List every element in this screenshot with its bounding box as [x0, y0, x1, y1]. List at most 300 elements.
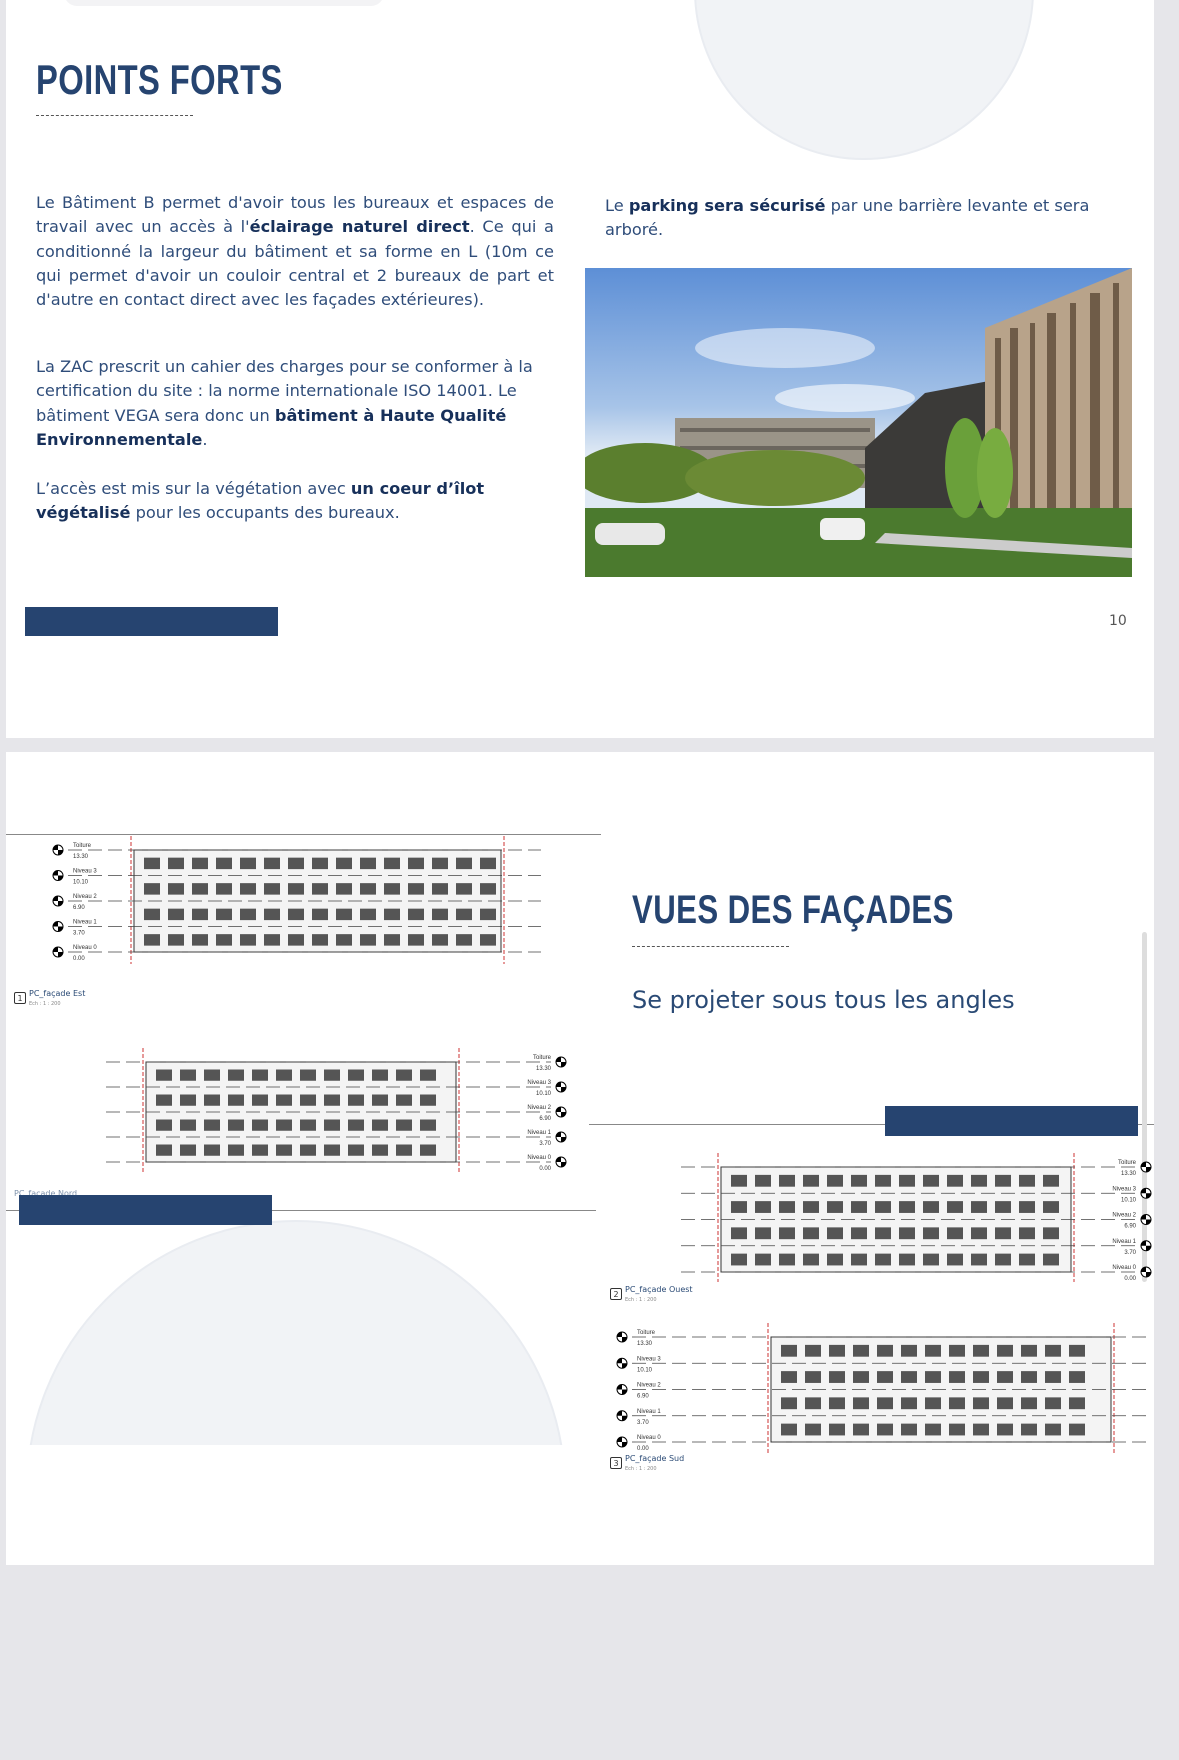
window	[336, 858, 352, 869]
level-value: 10.10	[535, 1091, 551, 1097]
window	[851, 1254, 867, 1266]
window	[875, 1227, 891, 1239]
window	[312, 909, 328, 920]
text: La ZAC prescrit un cahier des charges pour se conformer à la certification du site : la norme internationale ISO 14001. Le bâtiment VEGA sera donc un	[36, 357, 533, 425]
window	[1043, 1175, 1059, 1187]
footer-bar	[19, 1195, 272, 1225]
window	[204, 1070, 220, 1081]
window	[456, 883, 472, 894]
window	[731, 1227, 747, 1239]
window	[204, 1120, 220, 1131]
facade-ouest-drawing	[606, 1132, 1154, 1282]
window	[168, 909, 184, 920]
window	[396, 1070, 412, 1081]
level-name: Niveau 3	[527, 1080, 551, 1086]
paragraph-parking	[605, 194, 1125, 243]
window	[901, 1345, 917, 1357]
window	[923, 1175, 939, 1187]
window	[420, 1070, 436, 1081]
window	[781, 1397, 797, 1409]
window	[925, 1397, 941, 1409]
window	[781, 1424, 797, 1436]
window	[1021, 1345, 1037, 1357]
window	[348, 1145, 364, 1156]
window	[877, 1371, 893, 1383]
window	[324, 1095, 340, 1106]
window	[480, 909, 496, 920]
text: pour les occupants des bureaux.	[130, 503, 400, 523]
window	[805, 1397, 821, 1409]
window	[216, 858, 232, 869]
window	[276, 1095, 292, 1106]
window	[480, 883, 496, 894]
window	[805, 1371, 821, 1383]
footer-bar	[25, 607, 278, 636]
window	[408, 934, 424, 945]
window	[1019, 1227, 1035, 1239]
window	[781, 1345, 797, 1357]
window	[180, 1070, 196, 1081]
level-name: Niveau 0	[73, 945, 97, 951]
window	[1045, 1371, 1061, 1383]
window	[803, 1201, 819, 1213]
window	[312, 858, 328, 869]
window	[324, 1120, 340, 1131]
window	[432, 858, 448, 869]
window	[288, 909, 304, 920]
window	[408, 858, 424, 869]
window	[829, 1371, 845, 1383]
window	[949, 1371, 965, 1383]
window	[1043, 1227, 1059, 1239]
drawing-label: PC_façade Est	[29, 989, 86, 998]
level-name: Niveau 0	[527, 1155, 551, 1161]
level-value: 13.30	[637, 1341, 653, 1347]
window	[755, 1175, 771, 1187]
drawing-caption-ouest	[610, 1285, 693, 1303]
window	[971, 1254, 987, 1266]
level-value: 13.30	[73, 854, 89, 860]
window	[947, 1175, 963, 1187]
window	[360, 934, 376, 945]
window	[851, 1175, 867, 1187]
slide-points-forts	[6, 0, 1154, 738]
decorative-circle	[694, 0, 1034, 160]
window	[300, 1070, 316, 1081]
level-value: 13.30	[1120, 1171, 1136, 1177]
window	[1045, 1345, 1061, 1357]
text: .	[202, 429, 208, 449]
drawing-caption-est	[14, 989, 85, 1007]
window	[276, 1145, 292, 1156]
window	[360, 883, 376, 894]
window	[144, 858, 160, 869]
window	[336, 883, 352, 894]
title-divider	[36, 115, 193, 116]
title-divider	[632, 946, 789, 947]
window	[779, 1201, 795, 1213]
window	[731, 1175, 747, 1187]
highlight: bâtiment à Haute Qualité Environnementale	[36, 405, 507, 449]
level-name: Niveau 0	[637, 1435, 661, 1441]
window	[432, 883, 448, 894]
window	[180, 1095, 196, 1106]
window	[805, 1345, 821, 1357]
window	[228, 1070, 244, 1081]
window	[877, 1397, 893, 1409]
window	[228, 1120, 244, 1131]
window	[781, 1371, 797, 1383]
window	[372, 1120, 388, 1131]
window	[947, 1201, 963, 1213]
level-value: 13.30	[535, 1066, 551, 1072]
window	[336, 934, 352, 945]
window	[755, 1201, 771, 1213]
window	[827, 1175, 843, 1187]
level-name: Niveau 3	[1112, 1186, 1136, 1193]
window	[408, 909, 424, 920]
window	[731, 1254, 747, 1266]
window	[360, 858, 376, 869]
window	[949, 1397, 965, 1409]
drawing-number: 3	[610, 1457, 622, 1469]
window	[180, 1120, 196, 1131]
window	[300, 1095, 316, 1106]
window	[252, 1145, 268, 1156]
window	[288, 934, 304, 945]
window	[1045, 1424, 1061, 1436]
window	[252, 1070, 268, 1081]
window	[324, 1145, 340, 1156]
window	[901, 1397, 917, 1409]
window	[827, 1227, 843, 1239]
drawing-caption-nord	[14, 1189, 77, 1198]
window	[877, 1345, 893, 1357]
window	[1021, 1371, 1037, 1383]
window	[240, 909, 256, 920]
drawing-caption-sud	[610, 1454, 684, 1472]
window	[264, 934, 280, 945]
window	[276, 1120, 292, 1131]
window	[348, 1120, 364, 1131]
window	[973, 1424, 989, 1436]
window	[971, 1175, 987, 1187]
window	[997, 1397, 1013, 1409]
window	[827, 1201, 843, 1213]
window	[923, 1254, 939, 1266]
page-title: VUES DES FAÇADES	[632, 888, 954, 932]
window	[853, 1371, 869, 1383]
window	[853, 1424, 869, 1436]
highlight: parking sera sécurisé	[628, 196, 826, 215]
window	[1019, 1175, 1035, 1187]
window	[827, 1254, 843, 1266]
window	[240, 934, 256, 945]
window	[348, 1095, 364, 1106]
window	[803, 1254, 819, 1266]
drawing-number: 1	[14, 992, 26, 1004]
window	[336, 909, 352, 920]
level-value: 6.90	[539, 1116, 551, 1122]
window	[1019, 1254, 1035, 1266]
window	[288, 883, 304, 894]
window	[1069, 1345, 1085, 1357]
window	[276, 1070, 292, 1081]
level-value: 0.00	[1124, 1276, 1136, 1282]
window	[372, 1145, 388, 1156]
window	[971, 1201, 987, 1213]
window	[997, 1371, 1013, 1383]
window	[925, 1345, 941, 1357]
window	[877, 1424, 893, 1436]
window	[456, 934, 472, 945]
window	[312, 934, 328, 945]
window	[997, 1345, 1013, 1357]
window	[947, 1254, 963, 1266]
window	[1021, 1424, 1037, 1436]
window	[156, 1120, 172, 1131]
window	[875, 1201, 891, 1213]
highlight: éclairage naturel direct	[249, 217, 470, 237]
window	[899, 1201, 915, 1213]
window	[156, 1145, 172, 1156]
drawing-scale: Ech : 1 : 200	[29, 1001, 61, 1007]
window	[264, 909, 280, 920]
window	[384, 909, 400, 920]
paragraph-hqe	[36, 355, 554, 452]
text: par une barrière levante et sera arboré.	[605, 196, 1090, 240]
window	[875, 1175, 891, 1187]
window	[372, 1095, 388, 1106]
window	[949, 1345, 965, 1357]
window	[1069, 1371, 1085, 1383]
window	[995, 1175, 1011, 1187]
level-name: Niveau 1	[73, 919, 97, 926]
highlight: un coeur d’îlot végétalisé	[36, 479, 485, 523]
level-value: 10.10	[637, 1367, 653, 1374]
window	[480, 934, 496, 945]
level-value: 6.90	[73, 905, 85, 911]
window	[288, 858, 304, 869]
level-name: Niveau 1	[637, 1408, 661, 1415]
window	[396, 1095, 412, 1106]
window	[420, 1095, 436, 1106]
window	[348, 1070, 364, 1081]
window	[264, 858, 280, 869]
window	[925, 1371, 941, 1383]
window	[420, 1120, 436, 1131]
window	[168, 858, 184, 869]
level-value: 3.70	[637, 1419, 649, 1426]
window	[252, 1095, 268, 1106]
window	[997, 1424, 1013, 1436]
window	[731, 1201, 747, 1213]
window	[408, 883, 424, 894]
facade-nord-drawing	[6, 1022, 596, 1197]
window	[396, 1120, 412, 1131]
level-name: Niveau 1	[1112, 1238, 1136, 1245]
window	[829, 1345, 845, 1357]
window	[755, 1254, 771, 1266]
level-value: 0.00	[539, 1166, 551, 1172]
drawing-number: 2	[610, 1288, 622, 1300]
window	[396, 1145, 412, 1156]
window	[144, 909, 160, 920]
level-value: 3.70	[73, 930, 85, 937]
level-name: Niveau 2	[637, 1382, 661, 1389]
level-value: 3.70	[1124, 1249, 1136, 1256]
drawing-label: PC_façade Ouest	[625, 1285, 693, 1294]
window	[384, 934, 400, 945]
level-name: Niveau 3	[637, 1356, 661, 1363]
window	[853, 1345, 869, 1357]
level-value: 6.90	[637, 1393, 649, 1400]
window	[899, 1175, 915, 1187]
facade-sud-drawing	[606, 1297, 1154, 1472]
window	[216, 883, 232, 894]
window	[829, 1397, 845, 1409]
window	[973, 1397, 989, 1409]
window	[432, 934, 448, 945]
window	[995, 1254, 1011, 1266]
window	[228, 1095, 244, 1106]
window	[384, 858, 400, 869]
top-pill-decoration	[64, 0, 384, 6]
window	[420, 1145, 436, 1156]
level-name: Toiture	[73, 843, 92, 849]
window	[779, 1254, 795, 1266]
text: Le	[605, 196, 629, 215]
window	[456, 858, 472, 869]
window	[312, 883, 328, 894]
window	[973, 1371, 989, 1383]
window	[216, 934, 232, 945]
window	[372, 1070, 388, 1081]
window	[192, 934, 208, 945]
level-name: Niveau 1	[527, 1130, 551, 1136]
window	[995, 1227, 1011, 1239]
level-name: Niveau 2	[73, 894, 97, 900]
paragraph-natural-light	[36, 191, 554, 312]
level-value: 6.90	[1124, 1223, 1136, 1230]
decorative-circle	[26, 1220, 566, 1760]
page-number: 10	[1109, 613, 1127, 629]
window	[1043, 1201, 1059, 1213]
window	[168, 934, 184, 945]
drawing-scale: Ech : 1 : 200	[625, 1466, 657, 1472]
window	[947, 1227, 963, 1239]
window	[875, 1254, 891, 1266]
window	[1019, 1201, 1035, 1213]
building-rendering-photo	[585, 268, 1132, 577]
text: . Ce qui a conditionné la largeur du bâtiment et sa forme en L (10m ce qui permet d'avoir un couloir central et 2 bureaux de part et d'autre en contact direct avec les façades extérieures).	[36, 217, 554, 310]
window	[300, 1120, 316, 1131]
level-name: Toiture	[532, 1055, 551, 1061]
level-value: 10.10	[73, 879, 89, 886]
window	[803, 1227, 819, 1239]
window	[324, 1070, 340, 1081]
window	[300, 1145, 316, 1156]
window	[204, 1095, 220, 1106]
level-value: 10.10	[1120, 1197, 1136, 1204]
window	[899, 1227, 915, 1239]
window	[803, 1175, 819, 1187]
level-name: Toiture	[1117, 1160, 1136, 1166]
drawing-label: PC_façade Sud	[625, 1454, 685, 1463]
level-name: Niveau 0	[1112, 1265, 1136, 1271]
level-value: 0.00	[637, 1446, 649, 1452]
window	[384, 883, 400, 894]
window	[1069, 1397, 1085, 1409]
text: L’accès est mis sur la végétation avec	[36, 479, 351, 498]
window	[156, 1095, 172, 1106]
window	[360, 909, 376, 920]
window	[1069, 1424, 1085, 1436]
window	[480, 858, 496, 869]
window	[1043, 1254, 1059, 1266]
slide-vues-des-facades	[6, 752, 1154, 1565]
window	[973, 1345, 989, 1357]
window	[995, 1201, 1011, 1213]
level-name: Toiture	[637, 1330, 656, 1336]
drawing-label: PC_façade Nord	[14, 1189, 78, 1198]
window	[252, 1120, 268, 1131]
page-title: POINTS FORTS	[36, 56, 283, 103]
window	[432, 909, 448, 920]
window	[829, 1424, 845, 1436]
window	[204, 1145, 220, 1156]
paragraph-vegetation	[36, 477, 554, 526]
window	[192, 858, 208, 869]
window	[901, 1424, 917, 1436]
window	[192, 883, 208, 894]
window	[156, 1070, 172, 1081]
window	[923, 1227, 939, 1239]
window	[240, 858, 256, 869]
level-name: Niveau 2	[1112, 1212, 1136, 1219]
window	[240, 883, 256, 894]
facade-est-drawing	[6, 832, 596, 992]
window	[144, 934, 160, 945]
drawing-scale: Ech : 1 : 200	[625, 1297, 657, 1303]
window	[851, 1201, 867, 1213]
subtitle: Se projeter sous tous les angles	[632, 986, 1015, 1014]
window	[1021, 1397, 1037, 1409]
window	[779, 1227, 795, 1239]
window	[949, 1424, 965, 1436]
window	[216, 909, 232, 920]
window	[755, 1227, 771, 1239]
window	[228, 1145, 244, 1156]
window	[192, 909, 208, 920]
text: Le Bâtiment B permet d'avoir tous les bureaux et espaces de travail avec un accès à l'	[36, 193, 554, 237]
window	[923, 1201, 939, 1213]
level-name: Niveau 3	[73, 868, 97, 875]
window	[851, 1227, 867, 1239]
window	[1045, 1397, 1061, 1409]
window	[971, 1227, 987, 1239]
level-name: Niveau 2	[527, 1105, 551, 1111]
window	[925, 1424, 941, 1436]
window	[180, 1145, 196, 1156]
window	[779, 1175, 795, 1187]
window	[805, 1424, 821, 1436]
window	[901, 1371, 917, 1383]
level-value: 3.70	[539, 1141, 551, 1147]
window	[456, 909, 472, 920]
window	[264, 883, 280, 894]
window	[853, 1397, 869, 1409]
